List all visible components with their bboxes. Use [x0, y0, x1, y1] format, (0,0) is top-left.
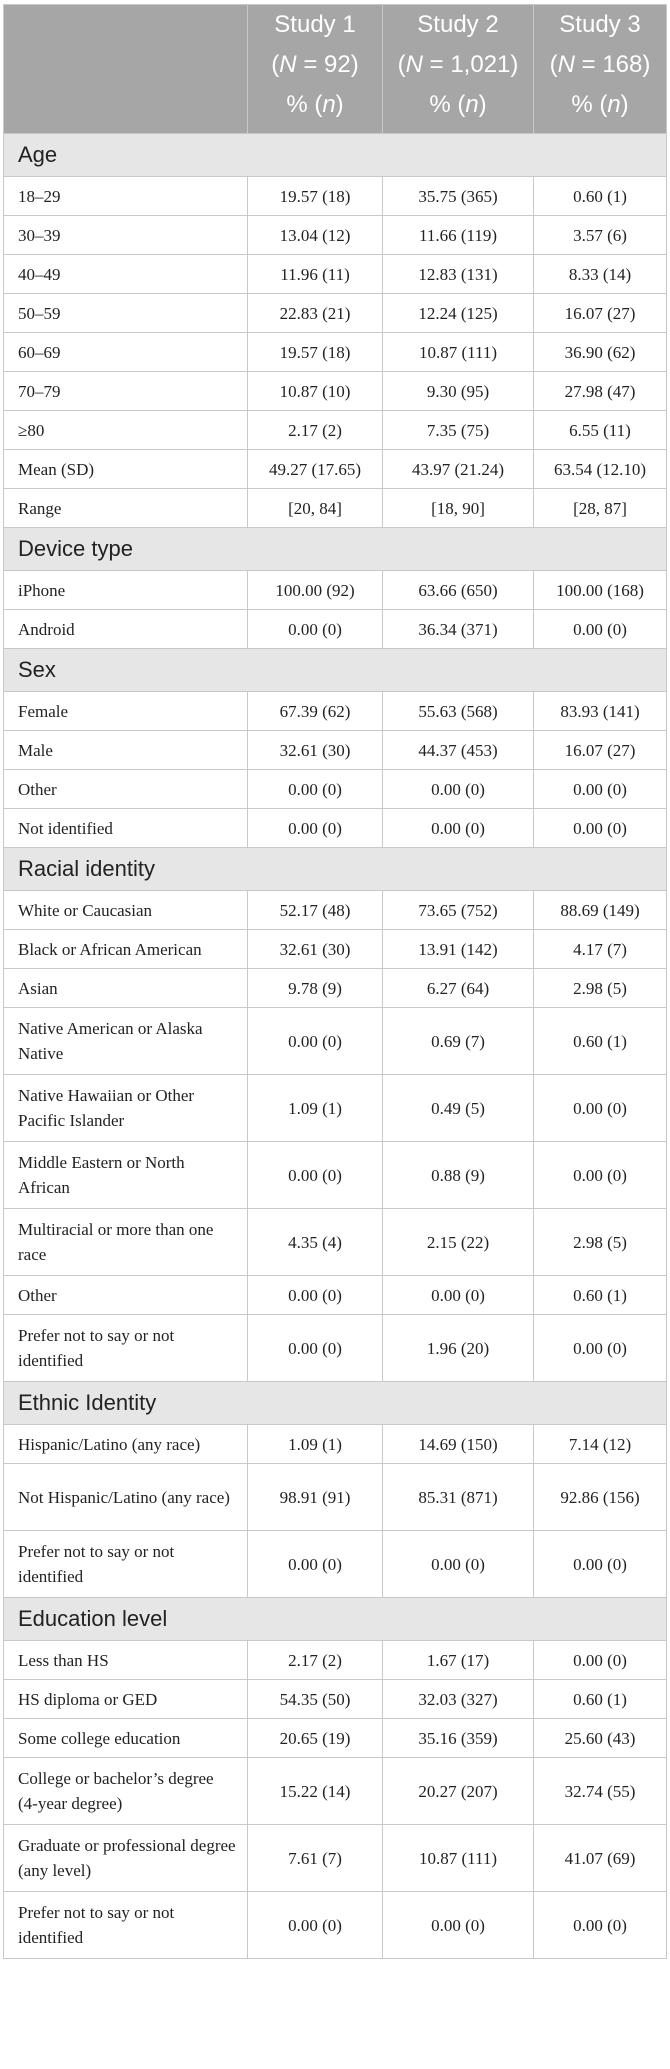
- row-label: Range: [4, 489, 248, 528]
- study-2-value: 63.66 (650): [383, 571, 534, 610]
- section-title: Education level: [4, 1598, 667, 1641]
- row-label: Some college education: [4, 1719, 248, 1758]
- row-label: Female: [4, 692, 248, 731]
- table-row: [4, 1008, 667, 1075]
- study-3-value: 0.00 (0): [534, 1142, 667, 1209]
- study-2-value: [18, 90]: [383, 489, 534, 528]
- table-row: [4, 1680, 667, 1719]
- study-3-value: 100.00 (168): [534, 571, 667, 610]
- study-2-value: 0.00 (0): [383, 1276, 534, 1315]
- study-1-value: 0.00 (0): [248, 770, 383, 809]
- study-2-value: 14.69 (150): [383, 1425, 534, 1464]
- study-2-value: 13.91 (142): [383, 930, 534, 969]
- row-label: Less than HS: [4, 1641, 248, 1680]
- section-title: Racial identity: [4, 848, 667, 891]
- study-1-value: 7.61 (7): [248, 1825, 383, 1892]
- row-label: ≥80: [4, 411, 248, 450]
- row-label: HS diploma or GED: [4, 1680, 248, 1719]
- study-3-value: 0.00 (0): [534, 809, 667, 848]
- study-2-value: 55.63 (568): [383, 692, 534, 731]
- study-3-value: 0.60 (1): [534, 177, 667, 216]
- study-1-value: 0.00 (0): [248, 809, 383, 848]
- study-3-value: 7.14 (12): [534, 1425, 667, 1464]
- row-label: Asian: [4, 969, 248, 1008]
- study-2-value: 12.83 (131): [383, 255, 534, 294]
- study-1-value: 1.09 (1): [248, 1075, 383, 1142]
- study-1-value: 0.00 (0): [248, 1276, 383, 1315]
- section-title: Sex: [4, 649, 667, 692]
- row-label: Native American or Alaska Native: [4, 1008, 248, 1075]
- study-1-value: 15.22 (14): [248, 1758, 383, 1825]
- study-1-value: 52.17 (48): [248, 891, 383, 930]
- study-1-value: 54.35 (50): [248, 1680, 383, 1719]
- study-3-value: 6.55 (11): [534, 411, 667, 450]
- study-2-value: 10.87 (111): [383, 1825, 534, 1892]
- study-2-value: 20.27 (207): [383, 1758, 534, 1825]
- study-2-value: 32.03 (327): [383, 1680, 534, 1719]
- study-1-value: 19.57 (18): [248, 333, 383, 372]
- study-1-value: 32.61 (30): [248, 731, 383, 770]
- study-3-value: 0.00 (0): [534, 770, 667, 809]
- row-label: Graduate or professional degree (any level): [4, 1825, 248, 1892]
- study-3-value: 25.60 (43): [534, 1719, 667, 1758]
- study-1-value: 11.96 (11): [248, 255, 383, 294]
- study-2-value: 43.97 (21.24): [383, 450, 534, 489]
- study-1-value: 13.04 (12): [248, 216, 383, 255]
- row-label: 18–29: [4, 177, 248, 216]
- row-label: 70–79: [4, 372, 248, 411]
- header-study-2: [383, 5, 534, 134]
- table-row: [4, 1719, 667, 1758]
- table-row: [4, 1464, 667, 1531]
- table-row: [4, 1892, 667, 1959]
- table-row: [4, 610, 667, 649]
- study-1-value: 19.57 (18): [248, 177, 383, 216]
- section-header-row: [4, 848, 667, 891]
- row-label: Prefer not to say or not identified: [4, 1531, 248, 1598]
- study-2-value: 0.88 (9): [383, 1142, 534, 1209]
- section-title: Device type: [4, 528, 667, 571]
- table-row: [4, 770, 667, 809]
- study-3-value: 3.57 (6): [534, 216, 667, 255]
- table-row: [4, 450, 667, 489]
- study-1-value: 0.00 (0): [248, 1315, 383, 1382]
- study-3-value: 2.98 (5): [534, 1209, 667, 1276]
- row-label: Other: [4, 770, 248, 809]
- study-3-value: 0.60 (1): [534, 1680, 667, 1719]
- study-2-value: 0.69 (7): [383, 1008, 534, 1075]
- study-2-value: 0.00 (0): [383, 809, 534, 848]
- study-1-value: 9.78 (9): [248, 969, 383, 1008]
- study-sample-size: (N = 1,021): [397, 51, 519, 78]
- study-3-value: 0.00 (0): [534, 610, 667, 649]
- study-3-value: 63.54 (12.10): [534, 450, 667, 489]
- table-row: [4, 891, 667, 930]
- study-sample-size: (N = 168): [549, 51, 651, 78]
- study-3-value: 16.07 (27): [534, 294, 667, 333]
- section-title: Age: [4, 134, 667, 177]
- study-1-value: 49.27 (17.65): [248, 450, 383, 489]
- study-2-value: 1.67 (17): [383, 1641, 534, 1680]
- section-header-row: [4, 528, 667, 571]
- table-row: [4, 333, 667, 372]
- table-row: [4, 294, 667, 333]
- study-3-value: 0.60 (1): [534, 1276, 667, 1315]
- row-label: Not Hispanic/Latino (any race): [4, 1464, 248, 1531]
- demographics-table: [3, 4, 667, 1959]
- row-label: 40–49: [4, 255, 248, 294]
- table-row: [4, 692, 667, 731]
- table-row: [4, 809, 667, 848]
- row-label: iPhone: [4, 571, 248, 610]
- row-label: Mean (SD): [4, 450, 248, 489]
- header-study-1: [248, 5, 383, 134]
- row-label: Black or African American: [4, 930, 248, 969]
- row-label: College or bachelor’s degree (4-year degree): [4, 1758, 248, 1825]
- section-header-row: [4, 1382, 667, 1425]
- table-row: [4, 1758, 667, 1825]
- study-unit: % (n): [429, 91, 487, 118]
- study-1-value: 2.17 (2): [248, 1641, 383, 1680]
- table-row: [4, 571, 667, 610]
- study-3-value: [28, 87]: [534, 489, 667, 528]
- row-label: Multiracial or more than one race: [4, 1209, 248, 1276]
- study-name: Study 2: [417, 11, 499, 38]
- study-2-value: 0.00 (0): [383, 1531, 534, 1598]
- study-sample-size: (N = 92): [271, 51, 359, 78]
- study-2-value: 36.34 (371): [383, 610, 534, 649]
- row-label: Native Hawaiian or Other Pacific Islander: [4, 1075, 248, 1142]
- study-name: Study 3: [559, 11, 641, 38]
- table-row: [4, 1425, 667, 1464]
- study-1-value: 1.09 (1): [248, 1425, 383, 1464]
- row-label: White or Caucasian: [4, 891, 248, 930]
- study-2-value: 35.75 (365): [383, 177, 534, 216]
- row-label: Android: [4, 610, 248, 649]
- row-label: Not identified: [4, 809, 248, 848]
- study-2-value: 12.24 (125): [383, 294, 534, 333]
- study-name: Study 1: [274, 11, 356, 38]
- study-2-value: 10.87 (111): [383, 333, 534, 372]
- study-2-value: 85.31 (871): [383, 1464, 534, 1531]
- row-label: Male: [4, 731, 248, 770]
- study-2-value: 0.00 (0): [383, 770, 534, 809]
- study-1-value: 0.00 (0): [248, 1008, 383, 1075]
- row-label: Prefer not to say or not identified: [4, 1892, 248, 1959]
- study-1-value: 10.87 (10): [248, 372, 383, 411]
- row-label: Other: [4, 1276, 248, 1315]
- table-row: [4, 1276, 667, 1315]
- row-label: 60–69: [4, 333, 248, 372]
- section-header-row: [4, 134, 667, 177]
- study-1-value: [20, 84]: [248, 489, 383, 528]
- table-row: [4, 411, 667, 450]
- study-3-value: 27.98 (47): [534, 372, 667, 411]
- study-3-value: 0.00 (0): [534, 1075, 667, 1142]
- header-label-column: [4, 5, 248, 134]
- table-row: [4, 372, 667, 411]
- study-1-value: 98.91 (91): [248, 1464, 383, 1531]
- table-row: [4, 1825, 667, 1892]
- study-2-value: 1.96 (20): [383, 1315, 534, 1382]
- study-2-value: 0.49 (5): [383, 1075, 534, 1142]
- study-1-value: 4.35 (4): [248, 1209, 383, 1276]
- table-row: [4, 930, 667, 969]
- study-2-value: 2.15 (22): [383, 1209, 534, 1276]
- table-row: [4, 1209, 667, 1276]
- table-header: [4, 5, 667, 134]
- study-1-value: 100.00 (92): [248, 571, 383, 610]
- study-3-value: 8.33 (14): [534, 255, 667, 294]
- row-label: 30–39: [4, 216, 248, 255]
- study-3-value: 0.00 (0): [534, 1641, 667, 1680]
- table-row: [4, 1531, 667, 1598]
- study-2-value: 35.16 (359): [383, 1719, 534, 1758]
- row-label: 50–59: [4, 294, 248, 333]
- study-3-value: 0.00 (0): [534, 1892, 667, 1959]
- study-3-value: 0.00 (0): [534, 1531, 667, 1598]
- study-2-value: 11.66 (119): [383, 216, 534, 255]
- study-2-value: 0.00 (0): [383, 1892, 534, 1959]
- study-3-value: 32.74 (55): [534, 1758, 667, 1825]
- study-1-value: 32.61 (30): [248, 930, 383, 969]
- study-unit: % (n): [571, 91, 629, 118]
- study-3-value: 88.69 (149): [534, 891, 667, 930]
- section-header-row: [4, 1598, 667, 1641]
- table-row: [4, 255, 667, 294]
- study-1-value: 0.00 (0): [248, 1531, 383, 1598]
- study-1-value: 20.65 (19): [248, 1719, 383, 1758]
- study-3-value: 4.17 (7): [534, 930, 667, 969]
- table-row: [4, 489, 667, 528]
- table-body: [4, 134, 667, 1959]
- table-row: [4, 969, 667, 1008]
- study-1-value: 0.00 (0): [248, 1142, 383, 1209]
- study-3-value: 92.86 (156): [534, 1464, 667, 1531]
- study-2-value: 7.35 (75): [383, 411, 534, 450]
- table-row: [4, 177, 667, 216]
- study-1-value: 22.83 (21): [248, 294, 383, 333]
- table-row: [4, 1641, 667, 1680]
- study-2-value: 73.65 (752): [383, 891, 534, 930]
- study-1-value: 0.00 (0): [248, 1892, 383, 1959]
- study-1-value: 67.39 (62): [248, 692, 383, 731]
- row-label: Middle Eastern or North African: [4, 1142, 248, 1209]
- row-label: Prefer not to say or not identified: [4, 1315, 248, 1382]
- study-3-value: 41.07 (69): [534, 1825, 667, 1892]
- study-unit: % (n): [286, 91, 344, 118]
- study-1-value: 2.17 (2): [248, 411, 383, 450]
- study-3-value: 16.07 (27): [534, 731, 667, 770]
- table-row: [4, 216, 667, 255]
- study-3-value: 2.98 (5): [534, 969, 667, 1008]
- study-2-value: 9.30 (95): [383, 372, 534, 411]
- header-study-3: [534, 5, 667, 134]
- table-row: [4, 731, 667, 770]
- table-row: [4, 1142, 667, 1209]
- section-title: Ethnic Identity: [4, 1382, 667, 1425]
- study-2-value: 6.27 (64): [383, 969, 534, 1008]
- table-row: [4, 1075, 667, 1142]
- study-1-value: 0.00 (0): [248, 610, 383, 649]
- study-3-value: 36.90 (62): [534, 333, 667, 372]
- study-2-value: 44.37 (453): [383, 731, 534, 770]
- study-3-value: 0.60 (1): [534, 1008, 667, 1075]
- study-3-value: 83.93 (141): [534, 692, 667, 731]
- row-label: Hispanic/Latino (any race): [4, 1425, 248, 1464]
- study-3-value: 0.00 (0): [534, 1315, 667, 1382]
- section-header-row: [4, 649, 667, 692]
- table-row: [4, 1315, 667, 1382]
